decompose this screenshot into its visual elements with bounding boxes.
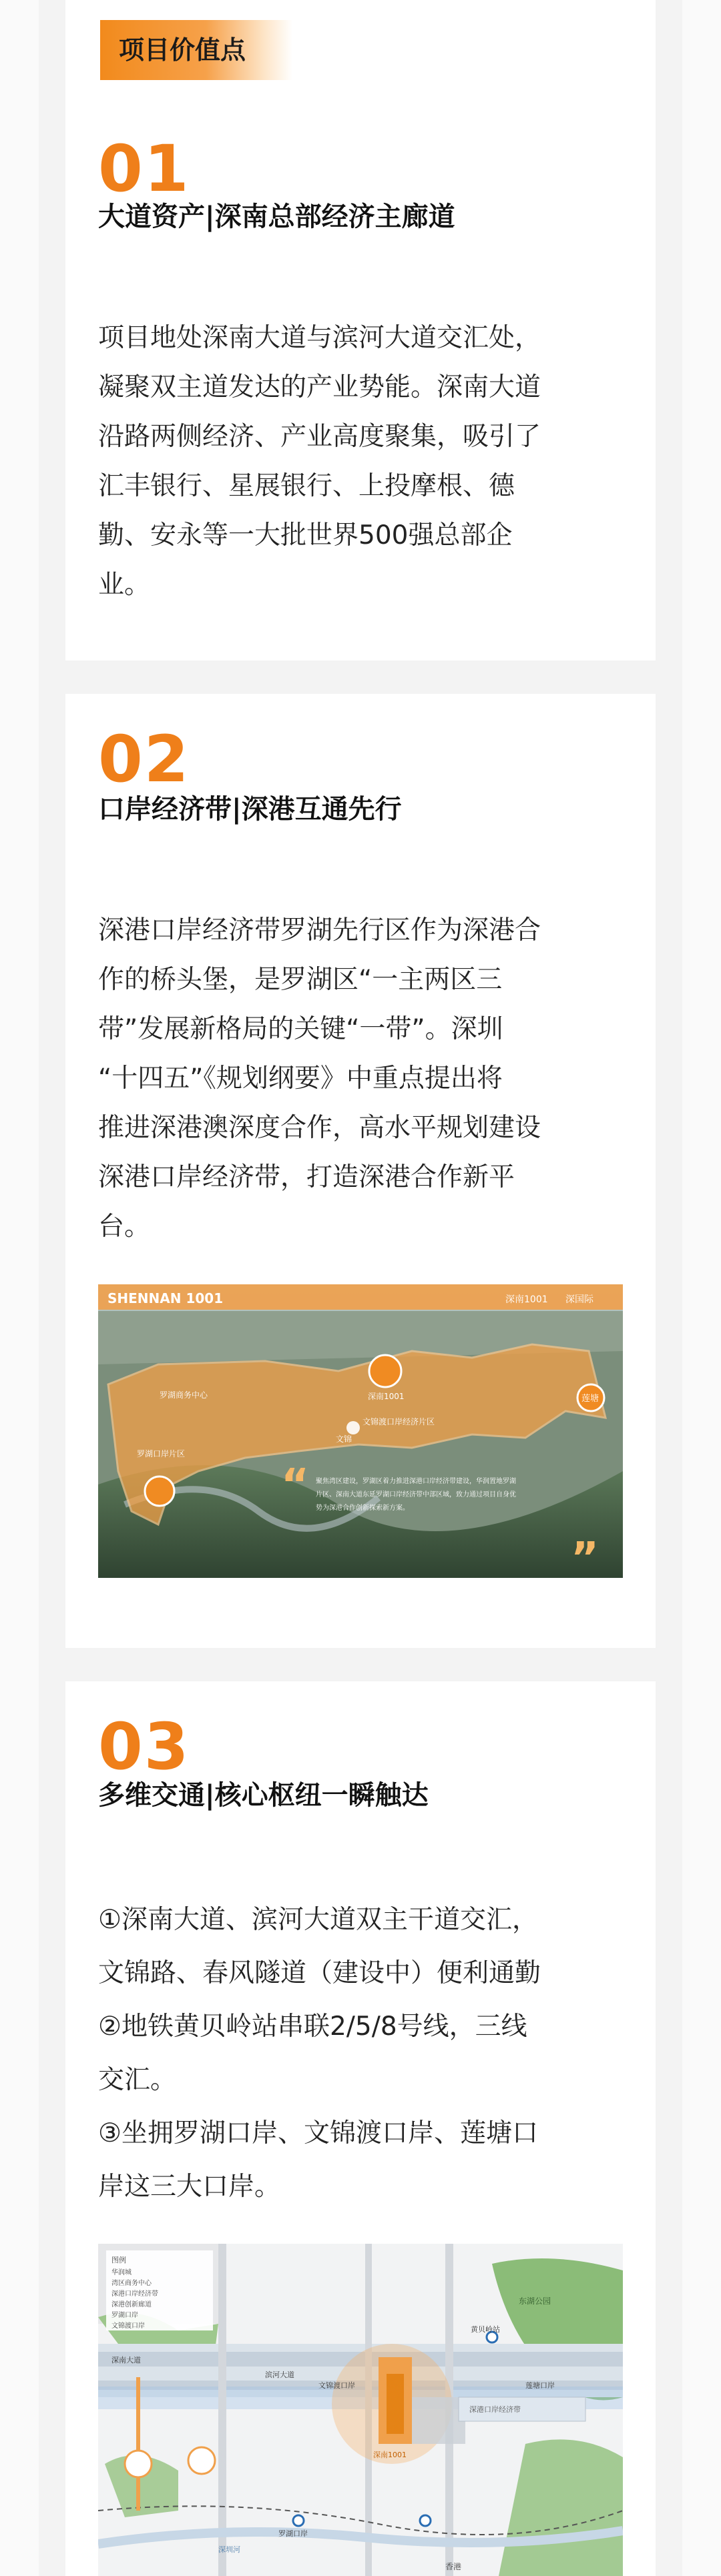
aerial-illustration [98, 1284, 623, 1578]
place-label: 罗湖商务中心 [160, 1390, 208, 1400]
legend-item: 华润城 [111, 2269, 132, 2276]
transport-map [98, 2244, 623, 2576]
paragraph-line: 台。 [98, 1212, 151, 1242]
section-card-03 [65, 1681, 656, 2576]
paragraph-line: 业。 [98, 570, 151, 600]
place-label: 深南1001 [368, 1392, 405, 1401]
paragraph-line: 沿路两侧经济、产业高度聚集，吸引了 [98, 422, 541, 452]
legend-item: 图例 [111, 2256, 126, 2264]
logo-shennan: 深南1001 [505, 1294, 548, 1305]
paragraph-line: ②地铁黄贝岭站串联2/5/8号线，三线 [98, 2012, 527, 2042]
map-label: 香港 [445, 2562, 462, 2571]
caption-line: 聚焦湾区建设，罗湖区着力推进深港口岸经济带建设，华润置地罗湖 [316, 1478, 516, 1485]
section-paragraph [98, 906, 630, 1252]
paragraph-line: 汇丰银行、星展银行、上投摩根、德 [98, 471, 515, 501]
quote-open-icon: “ [281, 1460, 310, 1510]
map-label: 深港口岸经济带 [469, 2405, 521, 2414]
paragraph-line: 凝聚双主道发达的产业势能。深南大道 [98, 372, 541, 402]
caption-line: 片区、深南大道东延罗湖口岸经济带中部区域，致力通过项目自身优 [316, 1491, 516, 1498]
legend-item: 文锦渡口岸 [111, 2322, 145, 2330]
paragraph-line: 文锦路、春风隧道（建设中）便利通勤 [98, 1958, 541, 1988]
aerial-image [98, 1284, 623, 1578]
map-label: 文锦渡口岸 [318, 2381, 355, 2390]
paragraph-line: 推进深港澳深度合作，高水平规划建设 [98, 1113, 541, 1143]
map-label: 黄贝岭站 [471, 2325, 500, 2334]
place-label: 文锦渡口岸经济片区 [363, 1417, 435, 1426]
paragraph-line: 深港口岸经济带，打造深港合作新平 [98, 1162, 515, 1192]
section-paragraph [98, 1893, 630, 2214]
section-badge [100, 20, 292, 80]
map-label: 罗湖口岸 [278, 2529, 308, 2538]
paragraph-line: ③坐拥罗湖口岸、文锦渡口岸、莲塘口 [98, 2118, 538, 2148]
map-label: 深圳河 [218, 2545, 240, 2554]
map-label: 滨河大道 [265, 2371, 294, 2379]
paragraph-line: 深港口岸经济带罗湖先行区作为深港合 [98, 915, 541, 945]
luohu-marker [145, 1476, 174, 1506]
map-illustration [98, 2244, 623, 2576]
paragraph-line: “十四五”《规划纲要》中重点提出将 [98, 1063, 503, 1094]
paragraph-line: 交汇。 [98, 2065, 177, 2095]
legend-item: 湾区商务中心 [111, 2280, 152, 2287]
map-label: 莲塘口岸 [525, 2381, 555, 2390]
quote-close-icon: ” [571, 1534, 599, 1578]
section-paragraph [98, 314, 630, 610]
section-subtitle: 口岸经济带|深港互通先行 [98, 794, 402, 825]
place-label: 罗湖口岸片区 [137, 1449, 186, 1458]
wenjin-marker [346, 1421, 360, 1434]
section-card-02 [65, 694, 656, 1648]
caption-line: 势为深港合作创新探索新方案。 [316, 1505, 409, 1512]
legend-item: 罗湖口岸 [111, 2312, 138, 2319]
section-number: 03 [98, 1709, 190, 1784]
paragraph-line: ①深南大道、滨河大道双主干道交汇， [98, 1905, 538, 1935]
paragraph-line: 岸这三大口岸。 [98, 2172, 281, 2202]
section-subtitle: 多维交通|核心枢纽一瞬触达 [98, 1780, 429, 1811]
section-card-01 [65, 0, 656, 661]
map-label: 深南1001 [373, 2451, 407, 2459]
brand-text: SHENNAN 1001 [107, 1290, 224, 1306]
map-label: 东湖公园 [519, 2296, 551, 2306]
paragraph-line: 带”发展新格局的关键“一带”。深圳 [98, 1014, 503, 1044]
badge-label: 项目价值点 [119, 35, 246, 65]
section-subtitle: 大道资产|深南总部经济主廊道 [98, 201, 455, 232]
map-label: 深南大道 [111, 2356, 141, 2365]
paragraph-line: 作的桥头堡，是罗湖区“一主两区三 [98, 965, 503, 995]
legend-item: 深港创新廊道 [111, 2301, 152, 2308]
section-number: 01 [98, 131, 190, 206]
section-number: 02 [98, 722, 190, 797]
left-gutter [0, 0, 39, 2576]
place-label: 文锦 [336, 1434, 352, 1444]
paragraph-line: 项目地处深南大道与滨河大道交汇处， [98, 323, 541, 353]
right-gutter [682, 0, 721, 2576]
paragraph-line: 勤、安永等一大批世界500强总部企 [98, 520, 513, 550]
project-marker [369, 1355, 401, 1387]
logo-shenguoji: 深国际 [565, 1294, 593, 1305]
place-label: 莲塘 [581, 1394, 599, 1404]
legend-item: 深港口岸经济带 [111, 2290, 158, 2298]
